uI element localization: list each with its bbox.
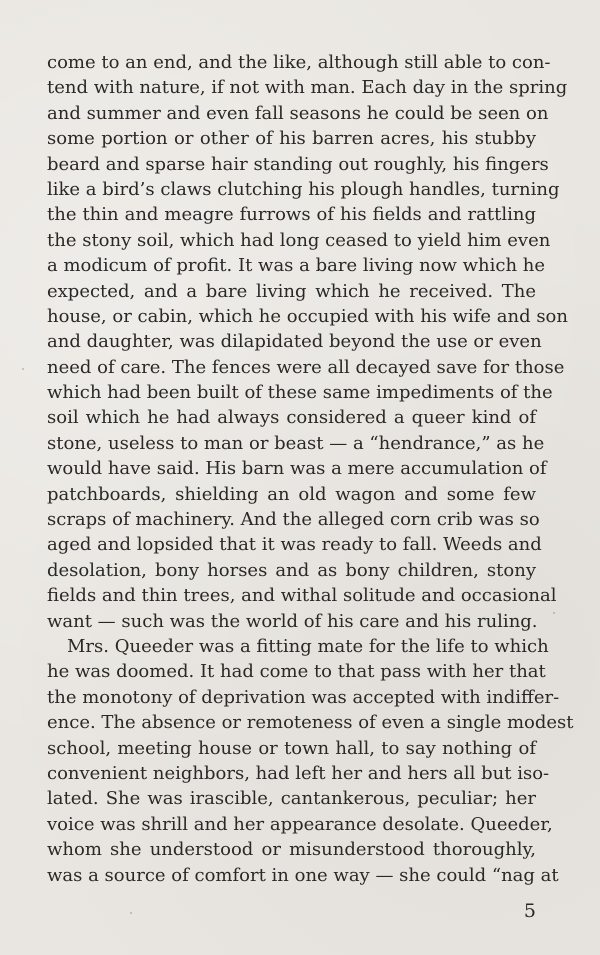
text-line: would have said. His barn was a mere accumulation of — [47, 458, 547, 480]
text-line: stone, useless to man or beast — a “hendrance,” as he — [47, 432, 545, 454]
text-line: need of care. The fences were all decayed save for those — [47, 356, 565, 378]
paragraph-start-line: Mrs. Queeder was a fitting mate for the life to which — [67, 635, 549, 657]
text-line: aged and lopsided that it was ready to fall. Weeds and — [47, 534, 542, 556]
text-line: lated. She was irascible, cantankerous, peculiar; her — [47, 788, 536, 810]
text-line: tend with nature, if not with man. Each day in the spring — [47, 77, 568, 99]
text-line: like a bird’s claws clutching his plough handles, turning — [47, 178, 560, 200]
text-line: patchboards, shielding an old wagon and some few — [47, 483, 536, 505]
text-line: convenient neighbors, had left her and hers all but iso- — [47, 762, 550, 784]
text-line: and daughter, was dilapidated beyond the use or even — [47, 331, 542, 353]
text-line: expected, and a bare living which he received. The — [47, 280, 536, 302]
text-line: the thin and meagre furrows of his fields and rattling — [47, 204, 536, 226]
page-number: 5 — [523, 900, 536, 922]
text-line: and summer and even fall seasons he could be seen on — [47, 102, 549, 124]
text-line: soil which he had always considered a queer kind of — [47, 407, 536, 429]
text-line: school, meeting house or town hall, to say nothing of — [47, 737, 536, 759]
text-line: desolation, bony horses and as bony children, stony — [47, 559, 536, 581]
paper-speck — [553, 612, 555, 614]
text-line: the monotony of deprivation was accepted with indiffer- — [47, 686, 560, 708]
text-line: was a source of comfort in one way — she could “nag at — [47, 864, 559, 886]
text-line: which had been built of these same impediments of the — [47, 382, 553, 404]
text-line: whom she understood or misunderstood thoroughly, — [47, 839, 536, 861]
text-line: a modicum of profit. It was a bare living now which he — [47, 255, 546, 277]
text-line: voice was shrill and her appearance desolate. Queeder, — [47, 813, 553, 835]
text-line: beard and sparse hair standing out roughly, his fingers — [47, 153, 549, 175]
text-line: come to an end, and the like, although still able to con- — [47, 52, 551, 73]
text-line: house, or cabin, which he occupied with his wife and son — [47, 305, 568, 327]
paragraph-end-line: want — such was the world of his care and his ruling. — [47, 610, 538, 632]
text-line: ence. The absence or remoteness of even a single modest — [47, 712, 574, 734]
paper-speck — [22, 368, 24, 370]
text-line: the stony soil, which had long ceased to yield him even — [47, 229, 551, 251]
paper-speck — [130, 912, 132, 914]
text-line: he was doomed. It had come to that pass with her that — [47, 661, 546, 683]
text-line: some portion or other of his barren acres, his stubby — [47, 128, 536, 150]
body-text — [47, 50, 574, 888]
text-line: fields and thin trees, and withal solitude and occasional — [47, 585, 557, 607]
text-line: scraps of machinery. And the alleged corn crib was so — [47, 509, 540, 531]
